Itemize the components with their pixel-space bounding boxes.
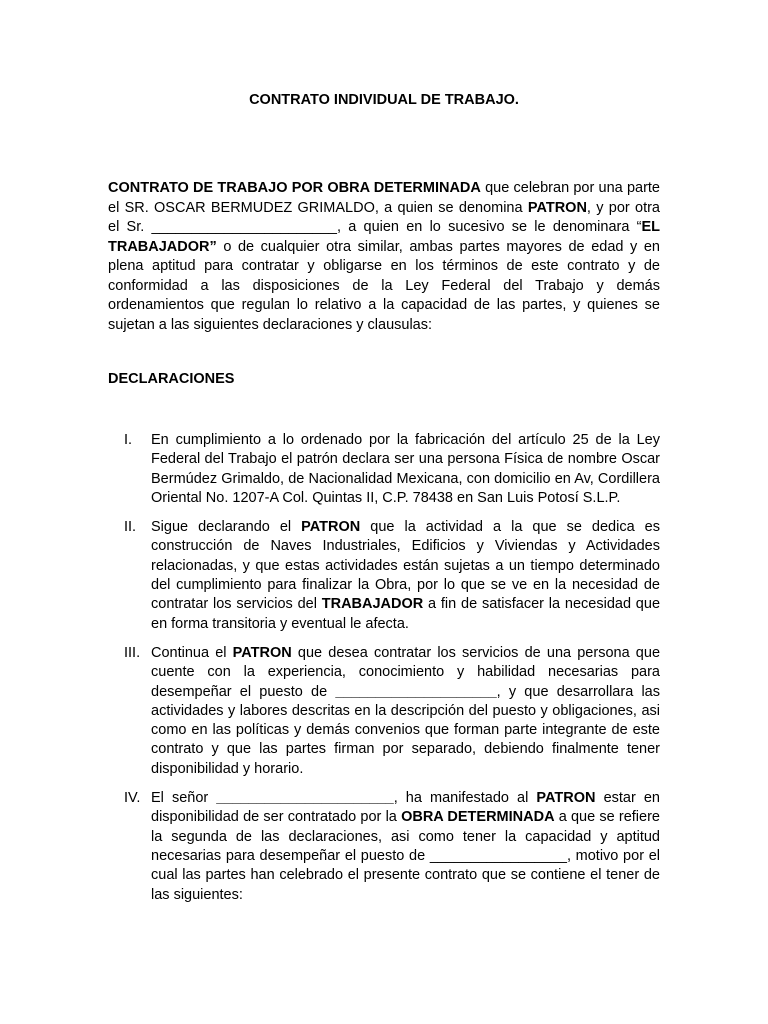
intro-bold-trabajador: EL TRABAJADOR” <box>108 219 660 255</box>
declaration-number: II. <box>124 519 137 536</box>
declaration-text-part: a fin de satisfacer la necesidad que en forma transitoria y eventual le afecta. <box>151 596 661 632</box>
declaration-text-part: a que se refiere la segunda de las declaraciones, asi como tener la capacidad y aptitud necesarias para desempeñar el puesto de _________________, motivo por el cual las partes han celebrado el presente contrato que se contiene el tener de las siguientes: <box>151 809 660 903</box>
intro-text-2: , y por otra el Sr. _______________________, a quien en lo sucesivo se le denominara “ <box>108 199 660 235</box>
document-title: CONTRATO INDIVIDUAL DE TRABAJO. <box>249 92 519 108</box>
intro-bold-contract-type: CONTRATO DE TRABAJO POR OBRA DETERMINADA <box>108 180 481 196</box>
declaration-bold-part: TRABAJADOR <box>321 596 424 613</box>
declaration-text-part: El señor <box>151 790 217 807</box>
declaration-text <box>151 789 660 905</box>
declaration-number: IV. <box>124 790 141 807</box>
declaration-item <box>108 789 660 905</box>
declaration-text-part: que desea contratar los servicios de una persona que cuente con la experiencia, conocimiento y habilidad necesarias para desempeñar el puesto de <box>151 644 661 700</box>
section-heading-declaraciones: DECLARACIONES <box>108 371 235 387</box>
declaration-bold-part: PATRON <box>536 790 596 807</box>
declaration-text-part: Sigue declarando el <box>151 519 302 536</box>
intro-bold-patron: PATRON <box>527 199 587 216</box>
declaration-item <box>108 518 660 634</box>
declaration-text <box>151 518 660 634</box>
declaration-number: I. <box>124 432 133 448</box>
intro-text-3: o de cualquier otra similar, ambas partes mayores de edad y en plena aptitud para contratar y obligarse en los términos de este contrato y de conformidad a las disposiciones de la Ley Federal del Trabajo y demás ordenamientos que regulan lo relativo a la capacidad de las partes, y quienes se sujetan a las siguientes declaraciones y clausulas: <box>108 238 660 333</box>
declaration-text <box>151 431 660 508</box>
declaration-item <box>108 644 660 779</box>
declarations-list <box>108 431 660 915</box>
declaration-bold-part: PATRON <box>232 644 292 661</box>
declaration-text-part: En cumplimiento a lo ordenado por la fabricación del artículo 25 de la Ley Federal del Trabajo el patrón declara ser una persona Física de nombre Oscar Bermúdez Grimaldo, de Nacionalidad Mexicana, con domicilio en Av, Cordillera Oriental No. 1207-A Col. Quintas II, C.P. 78438 en San Luis Potosí S.L.P. <box>151 432 660 506</box>
declaration-text-part: estar en disponibilidad de ser contratado por la <box>151 790 660 826</box>
declaration-bold-part: ______________________ <box>216 790 394 807</box>
intro-text-1: que celebran por una parte el SR. OSCAR BERMUDEZ GRIMALDO, a quien se denomina <box>108 180 660 216</box>
declaration-text-part: que la actividad a la que se dedica es construcción de Naves Industriales, Edificios y Viviendas y Actividades relacionadas, y que estas actividades están sujetas a un tiempo determinado del cumplimiento para finalizar la Obra, por lo que se ve en la necesidad de contratar los servicios del <box>151 519 660 613</box>
declaration-item <box>108 431 660 508</box>
declaration-text <box>151 644 660 779</box>
declaration-text-part: , ha manifestado al <box>393 790 537 807</box>
declaration-number: III. <box>124 644 141 661</box>
intro-paragraph <box>108 179 660 335</box>
declaration-bold-part: PATRON <box>301 519 361 536</box>
declaration-text-part: , y que desarrollara las actividades y labores descritas en la descripción del puesto y obligaciones, asi como en las políticas y demás convenios que forman parte integrante de este contrato y que las partes firman por separado, debiendo finalmente tener disponibilidad y horario. <box>151 683 660 777</box>
declaration-bold-part: OBRA DETERMINADA <box>401 809 555 826</box>
declaration-bold-part: ____________________ <box>335 683 497 700</box>
declaration-text-part: Continua el <box>151 644 233 661</box>
